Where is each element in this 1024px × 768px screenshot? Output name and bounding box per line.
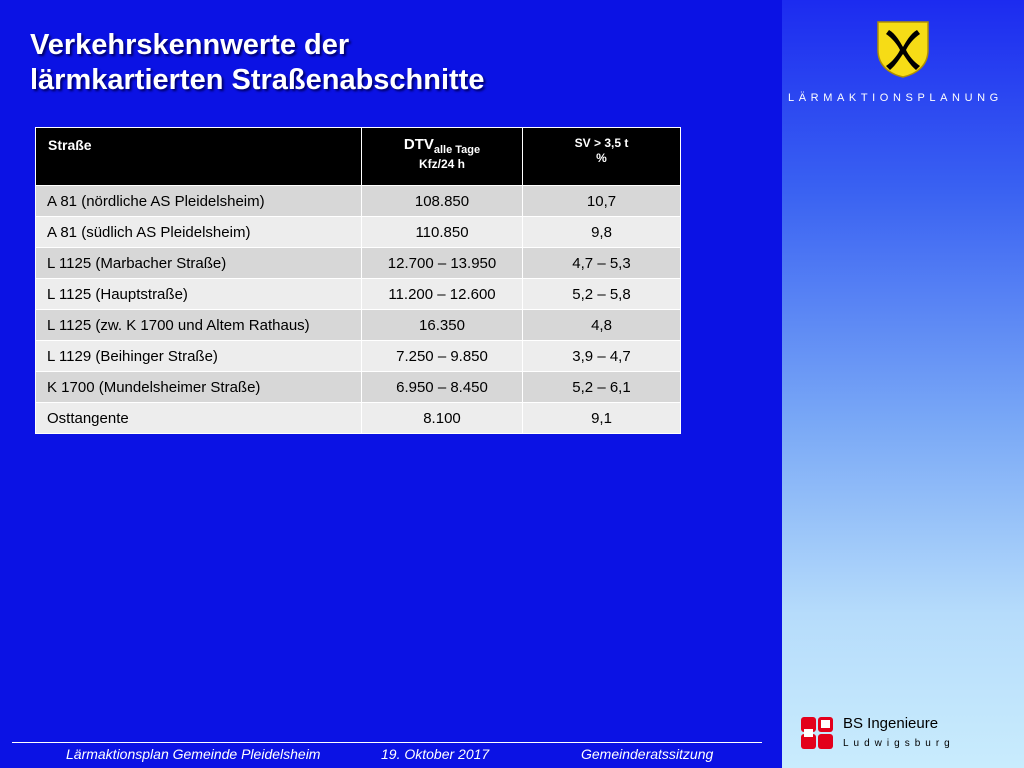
column-header-street-label: Straße: [48, 137, 92, 153]
cell-street: L 1125 (Marbacher Straße): [36, 248, 362, 279]
municipal-crest-icon: [876, 20, 930, 78]
table-row: [36, 403, 681, 434]
table-row: [36, 248, 681, 279]
cell-street: A 81 (südlich AS Pleidelsheim): [36, 217, 362, 248]
cell-sv: 4,7 – 5,3: [523, 248, 681, 279]
cell-street: Osttangente: [36, 403, 362, 434]
cell-street: K 1700 (Mundelsheimer Straße): [36, 372, 362, 403]
cell-dtv: 16.350: [362, 310, 523, 341]
cell-sv: 3,9 – 4,7: [523, 341, 681, 372]
slide-title-line1: Verkehrskennwerte der: [30, 29, 350, 61]
footer-meeting: Gemeinderatssitzung: [581, 746, 714, 762]
table-row: [36, 341, 681, 372]
column-header-dtv-label: DTV: [403, 136, 434, 153]
table-row: [36, 310, 681, 341]
cell-sv: 9,8: [523, 217, 681, 248]
column-header-dtv-subscript: alle Tage: [433, 144, 481, 156]
cell-street: L 1125 (Hauptstraße): [36, 279, 362, 310]
cell-dtv: 12.700 – 13.950: [362, 248, 523, 279]
column-header-street: [36, 128, 362, 186]
cell-sv: 4,8: [523, 310, 681, 341]
cell-dtv: 8.100: [362, 403, 523, 434]
footer-document-title: Lärmaktionsplan Gemeinde Pleidelsheim: [66, 746, 321, 762]
traffic-data-table: [35, 127, 681, 434]
footer-divider: [12, 742, 762, 743]
column-header-dtv-unit: Kfz/24 h: [418, 157, 465, 171]
cell-dtv: 110.850: [362, 217, 523, 248]
cell-street: L 1129 (Beihinger Straße): [36, 341, 362, 372]
table-row: [36, 279, 681, 310]
cell-dtv: 6.950 – 8.450: [362, 372, 523, 403]
cell-dtv: 11.200 – 12.600: [362, 279, 523, 310]
footer-date: 19. Oktober 2017: [381, 746, 490, 762]
company-city: Ludwigsburg: [843, 738, 955, 749]
bs-logo-icon: [800, 716, 834, 750]
slide-title: [30, 28, 770, 98]
column-header-sv-label: SV > 3,5 t: [574, 136, 629, 150]
table-row: [36, 186, 681, 217]
cell-street: L 1125 (zw. K 1700 und Altem Rathaus): [36, 310, 362, 341]
cell-sv: 5,2 – 5,8: [523, 279, 681, 310]
table-header-row: [36, 128, 681, 186]
slide-side-panel: [782, 0, 1024, 768]
company-name: BS Ingenieure: [843, 715, 939, 732]
column-header-dtv: [362, 128, 523, 186]
cell-dtv: 7.250 – 9.850: [362, 341, 523, 372]
cell-dtv: 108.850: [362, 186, 523, 217]
table-row: [36, 372, 681, 403]
cell-sv: 9,1: [523, 403, 681, 434]
column-header-sv: [523, 128, 681, 186]
cell-street: A 81 (nördliche AS Pleidelsheim): [36, 186, 362, 217]
side-section-label: LÄRMAKTIONSPLANUNG: [788, 92, 1003, 104]
slide-title-line2: lärmkartierten Straßenabschnitte: [30, 64, 485, 96]
cell-sv: 5,2 – 6,1: [523, 372, 681, 403]
column-header-sv-unit: %: [596, 151, 607, 165]
cell-sv: 10,7: [523, 186, 681, 217]
table-row: [36, 217, 681, 248]
